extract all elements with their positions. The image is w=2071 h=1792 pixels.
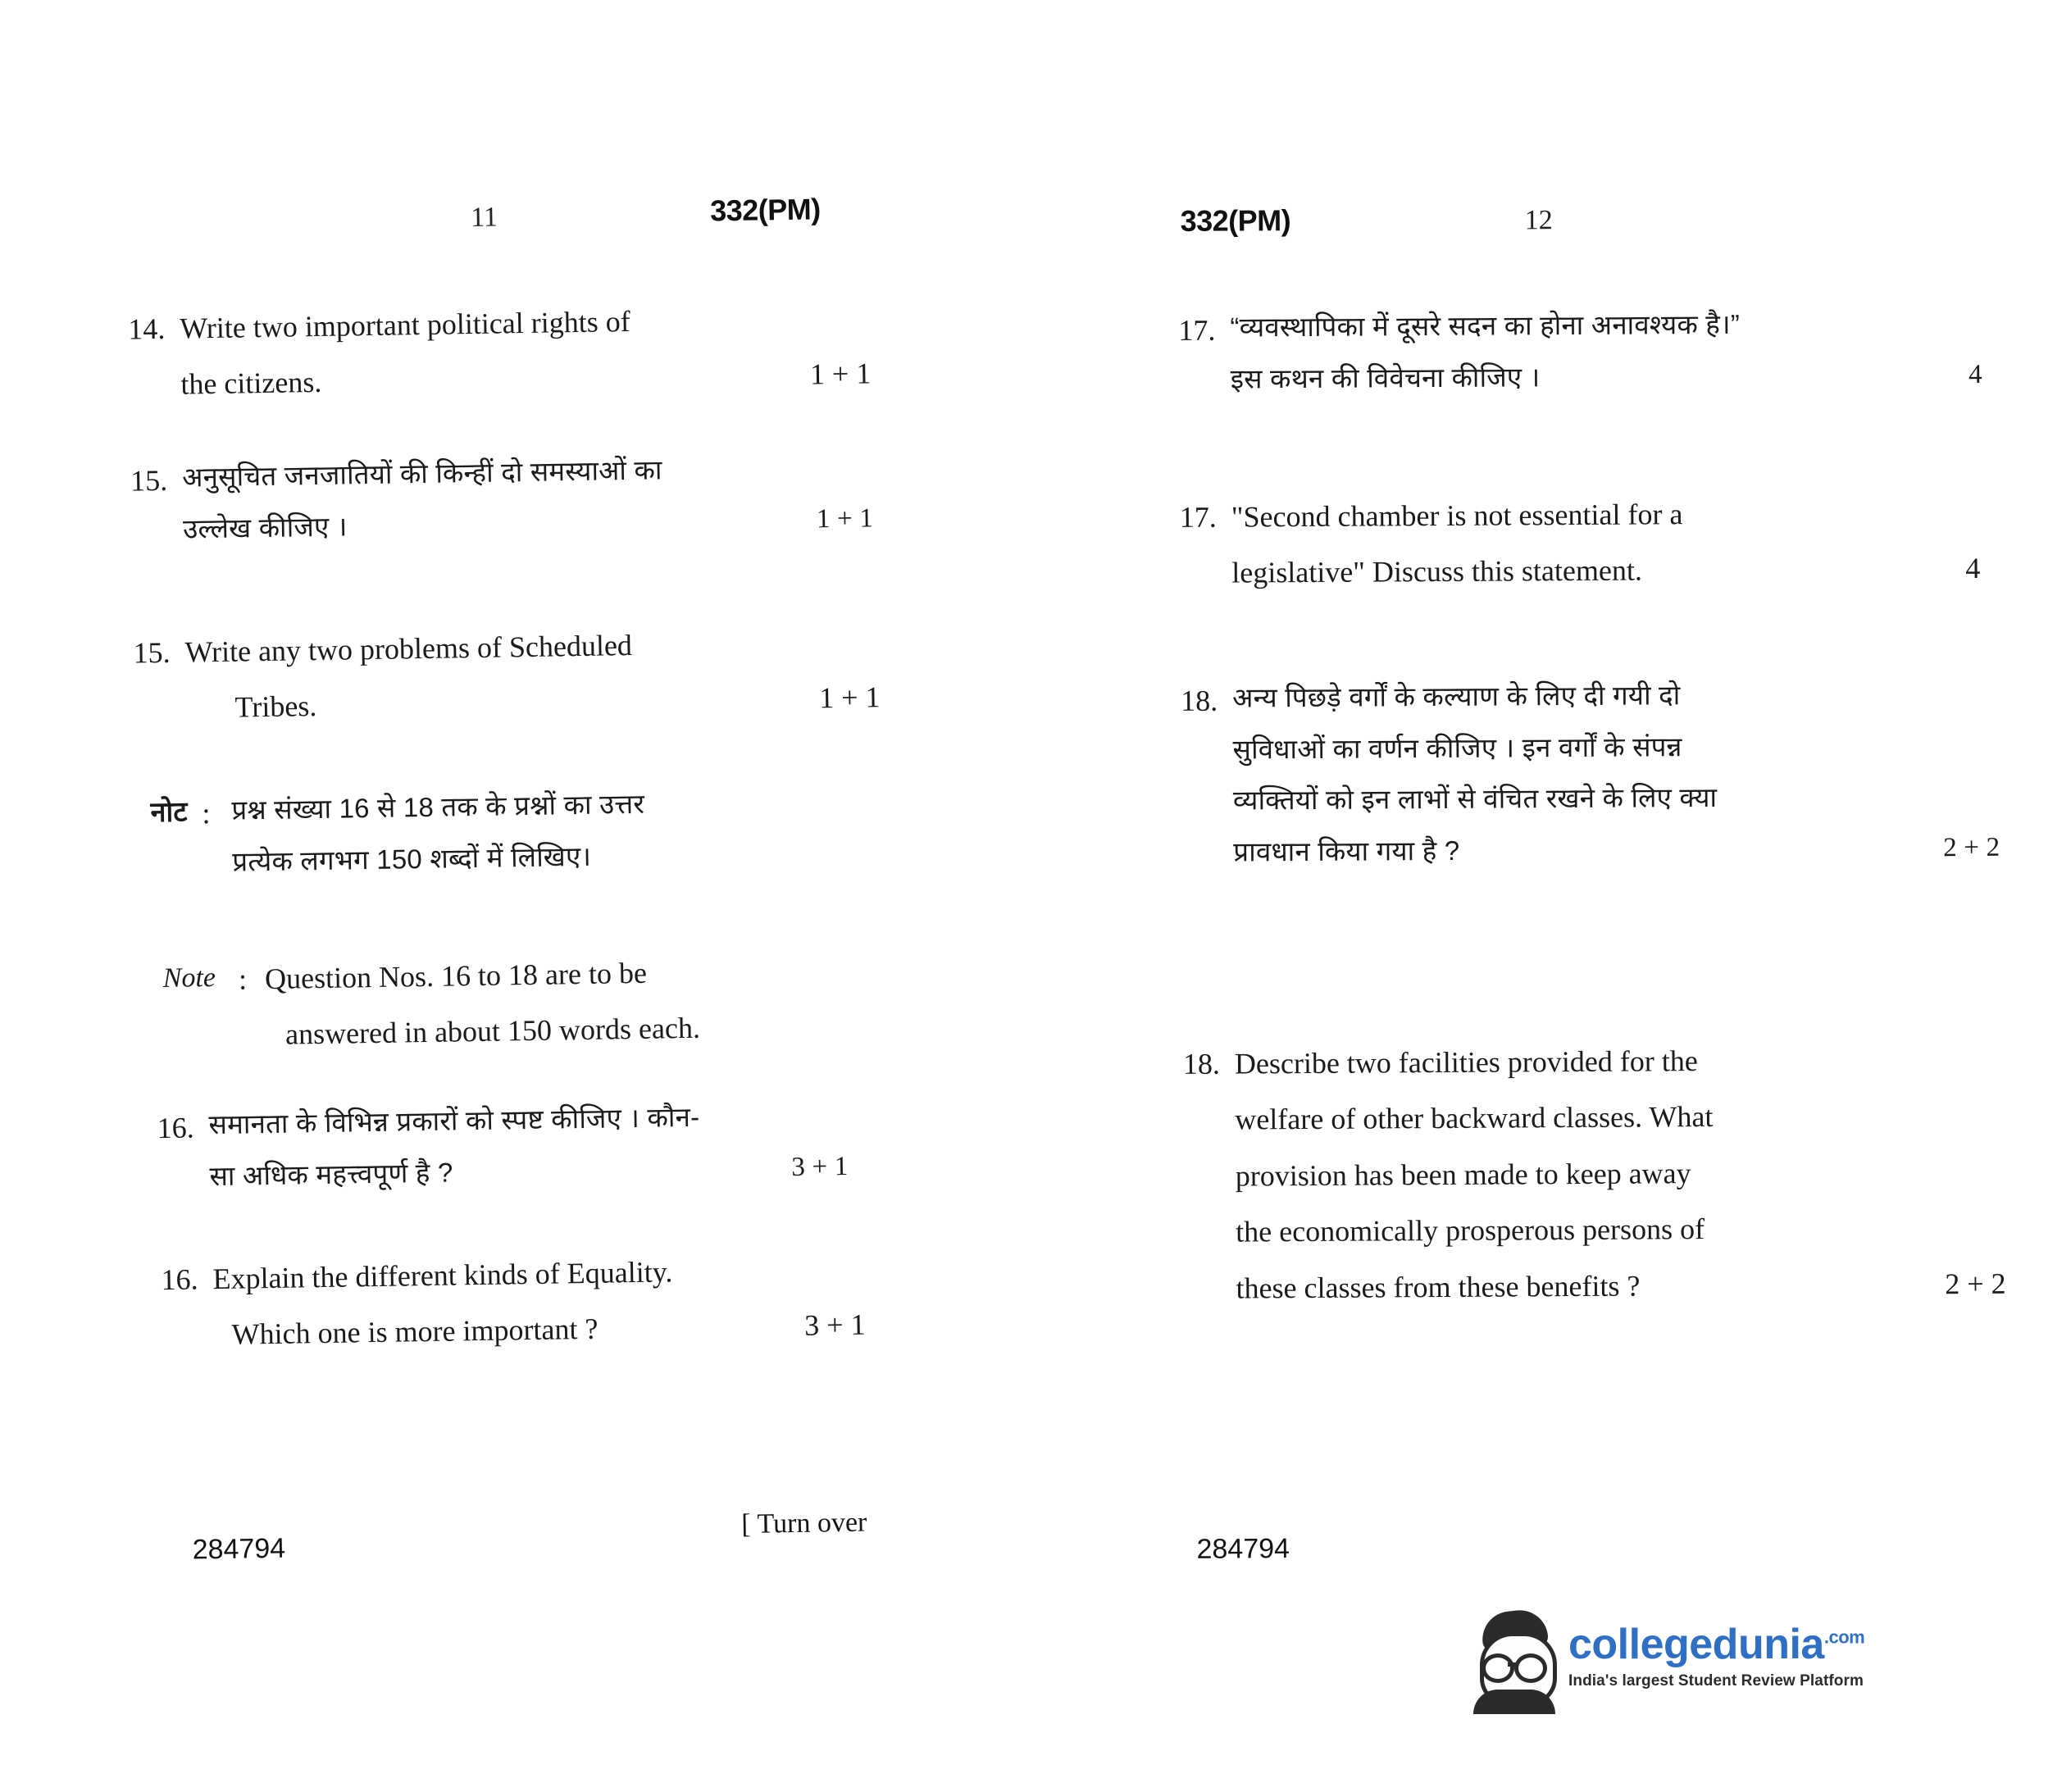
question-line: सा अधिक महत्त्वपूर्ण है ? — [209, 1157, 453, 1191]
brand-suffix: .com — [1823, 1626, 1865, 1648]
question-marks: 1 + 1 — [818, 680, 881, 715]
question-number: 15. — [133, 635, 171, 670]
question-line: अन्य पिछड़े वर्गों के कल्याण के लिए दी गयी दो — [1232, 680, 1681, 713]
note-colon: : — [202, 797, 211, 830]
question-line: these classes from these benefits ? — [1236, 1269, 1641, 1305]
question-15-en — [133, 613, 881, 737]
question-marks: 4 — [1965, 552, 1981, 585]
question-17-hi — [1178, 298, 2007, 406]
question-line: प्रावधान किया गया है ? — [1233, 835, 1460, 867]
question-marks: 2 + 2 — [1945, 1267, 2006, 1300]
question-line: सुविधाओं का वर्णन कीजिए । इन वर्गों के संपन्न — [1232, 730, 1682, 765]
question-number: 16. — [161, 1262, 198, 1297]
question-line: Write two important political rights of — [180, 304, 631, 345]
question-marks: 2 + 2 — [1943, 832, 2000, 863]
question-15-hi — [130, 441, 874, 556]
turn-over-label: [ Turn over — [741, 1507, 867, 1540]
brand-name-text: collegedunia — [1568, 1621, 1824, 1668]
question-number: 18. — [1182, 1047, 1221, 1080]
paper-code-left: 332(PM) — [709, 192, 821, 228]
question-marks: 1 + 1 — [816, 503, 874, 534]
question-line: welfare of other backward classes. What — [1235, 1100, 1714, 1136]
page-number-left: 11 — [470, 202, 498, 234]
question-line: "Second chamber is not essential for a — [1231, 498, 1683, 534]
note-label-hindi: नोट — [150, 796, 188, 829]
document-page-right — [1036, 0, 2071, 1792]
question-line: इस कथन की विवेचना कीजिए । — [1230, 361, 1541, 394]
question-line: Write any two problems of Scheduled — [184, 628, 633, 669]
paper-code-right: 332(PM) — [1180, 203, 1291, 238]
question-16-hi — [157, 1089, 896, 1203]
footer-code-right: 284794 — [1196, 1533, 1290, 1565]
question-line: the economically prosperous persons of — [1236, 1212, 1705, 1248]
note-line: Question Nos. 16 to 18 are to be — [264, 956, 648, 996]
question-17-en — [1180, 484, 2009, 602]
student-avatar-icon — [1472, 1611, 1557, 1701]
question-marks: 3 + 1 — [791, 1151, 849, 1182]
question-line: Explain the different kinds of Equality. — [212, 1255, 673, 1296]
question-14-en — [128, 289, 872, 413]
question-18-hi — [1181, 668, 2019, 879]
question-line: provision has been made to keep away — [1235, 1156, 1691, 1193]
question-number: 15. — [130, 463, 168, 498]
note-line: प्रत्येक लगभग 150 शब्दों में लिखिए। — [232, 840, 592, 877]
page-header-right — [1037, 198, 2071, 254]
question-marks: 4 — [1968, 359, 1982, 389]
question-line: Describe two facilities provided for the — [1234, 1044, 1698, 1080]
question-line: the citizens. — [180, 366, 322, 401]
footer-code-left: 284794 — [192, 1532, 286, 1566]
question-line: “व्यवस्थापिका में दूसरे सदन का होना अनावश्यक है।” — [1230, 308, 1741, 343]
question-line: उल्लेख कीजिए । — [182, 511, 348, 544]
question-number: 14. — [128, 312, 166, 346]
question-line: समानता के विभिन्न प्रकारों को स्पष्ट कीजिए । कौन- — [208, 1101, 700, 1140]
note-line: answered in about 150 words each. — [284, 1012, 701, 1052]
note-line: प्रश्न संख्या 16 से 18 तक के प्रश्नों का उत्तर — [231, 788, 645, 826]
question-line: व्यक्तियों को इन लाभों से वंचित रखने के लिए क्या — [1232, 782, 1718, 816]
question-marks: 3 + 1 — [803, 1308, 866, 1343]
question-line: अनुसूचित जनजातियों की किन्हीं दो समस्याओं का — [181, 454, 662, 493]
collegedunia-logo — [1472, 1603, 1865, 1709]
question-line: Tribes. — [234, 689, 317, 724]
question-line: legislative" Discuss this statement. — [1231, 553, 1643, 589]
question-number: 18. — [1181, 684, 1218, 717]
page-number-right: 12 — [1524, 205, 1553, 236]
question-number: 16. — [157, 1111, 194, 1145]
question-marks: 1 + 1 — [809, 357, 872, 391]
question-number: 17. — [1178, 313, 1216, 347]
question-18-en — [1183, 1031, 2021, 1317]
brand-tagline: India's largest Student Review Platform — [1568, 1672, 1864, 1690]
note-colon: : — [238, 962, 248, 996]
page-header-left — [3, 189, 1040, 254]
question-16-en — [161, 1240, 900, 1364]
note-hindi — [150, 775, 890, 889]
note-label-english: Note — [162, 962, 216, 994]
note-english — [162, 941, 902, 1065]
question-line: Which one is more important ? — [231, 1312, 599, 1352]
question-number: 17. — [1179, 500, 1217, 534]
brand-name — [1568, 1623, 1864, 1666]
